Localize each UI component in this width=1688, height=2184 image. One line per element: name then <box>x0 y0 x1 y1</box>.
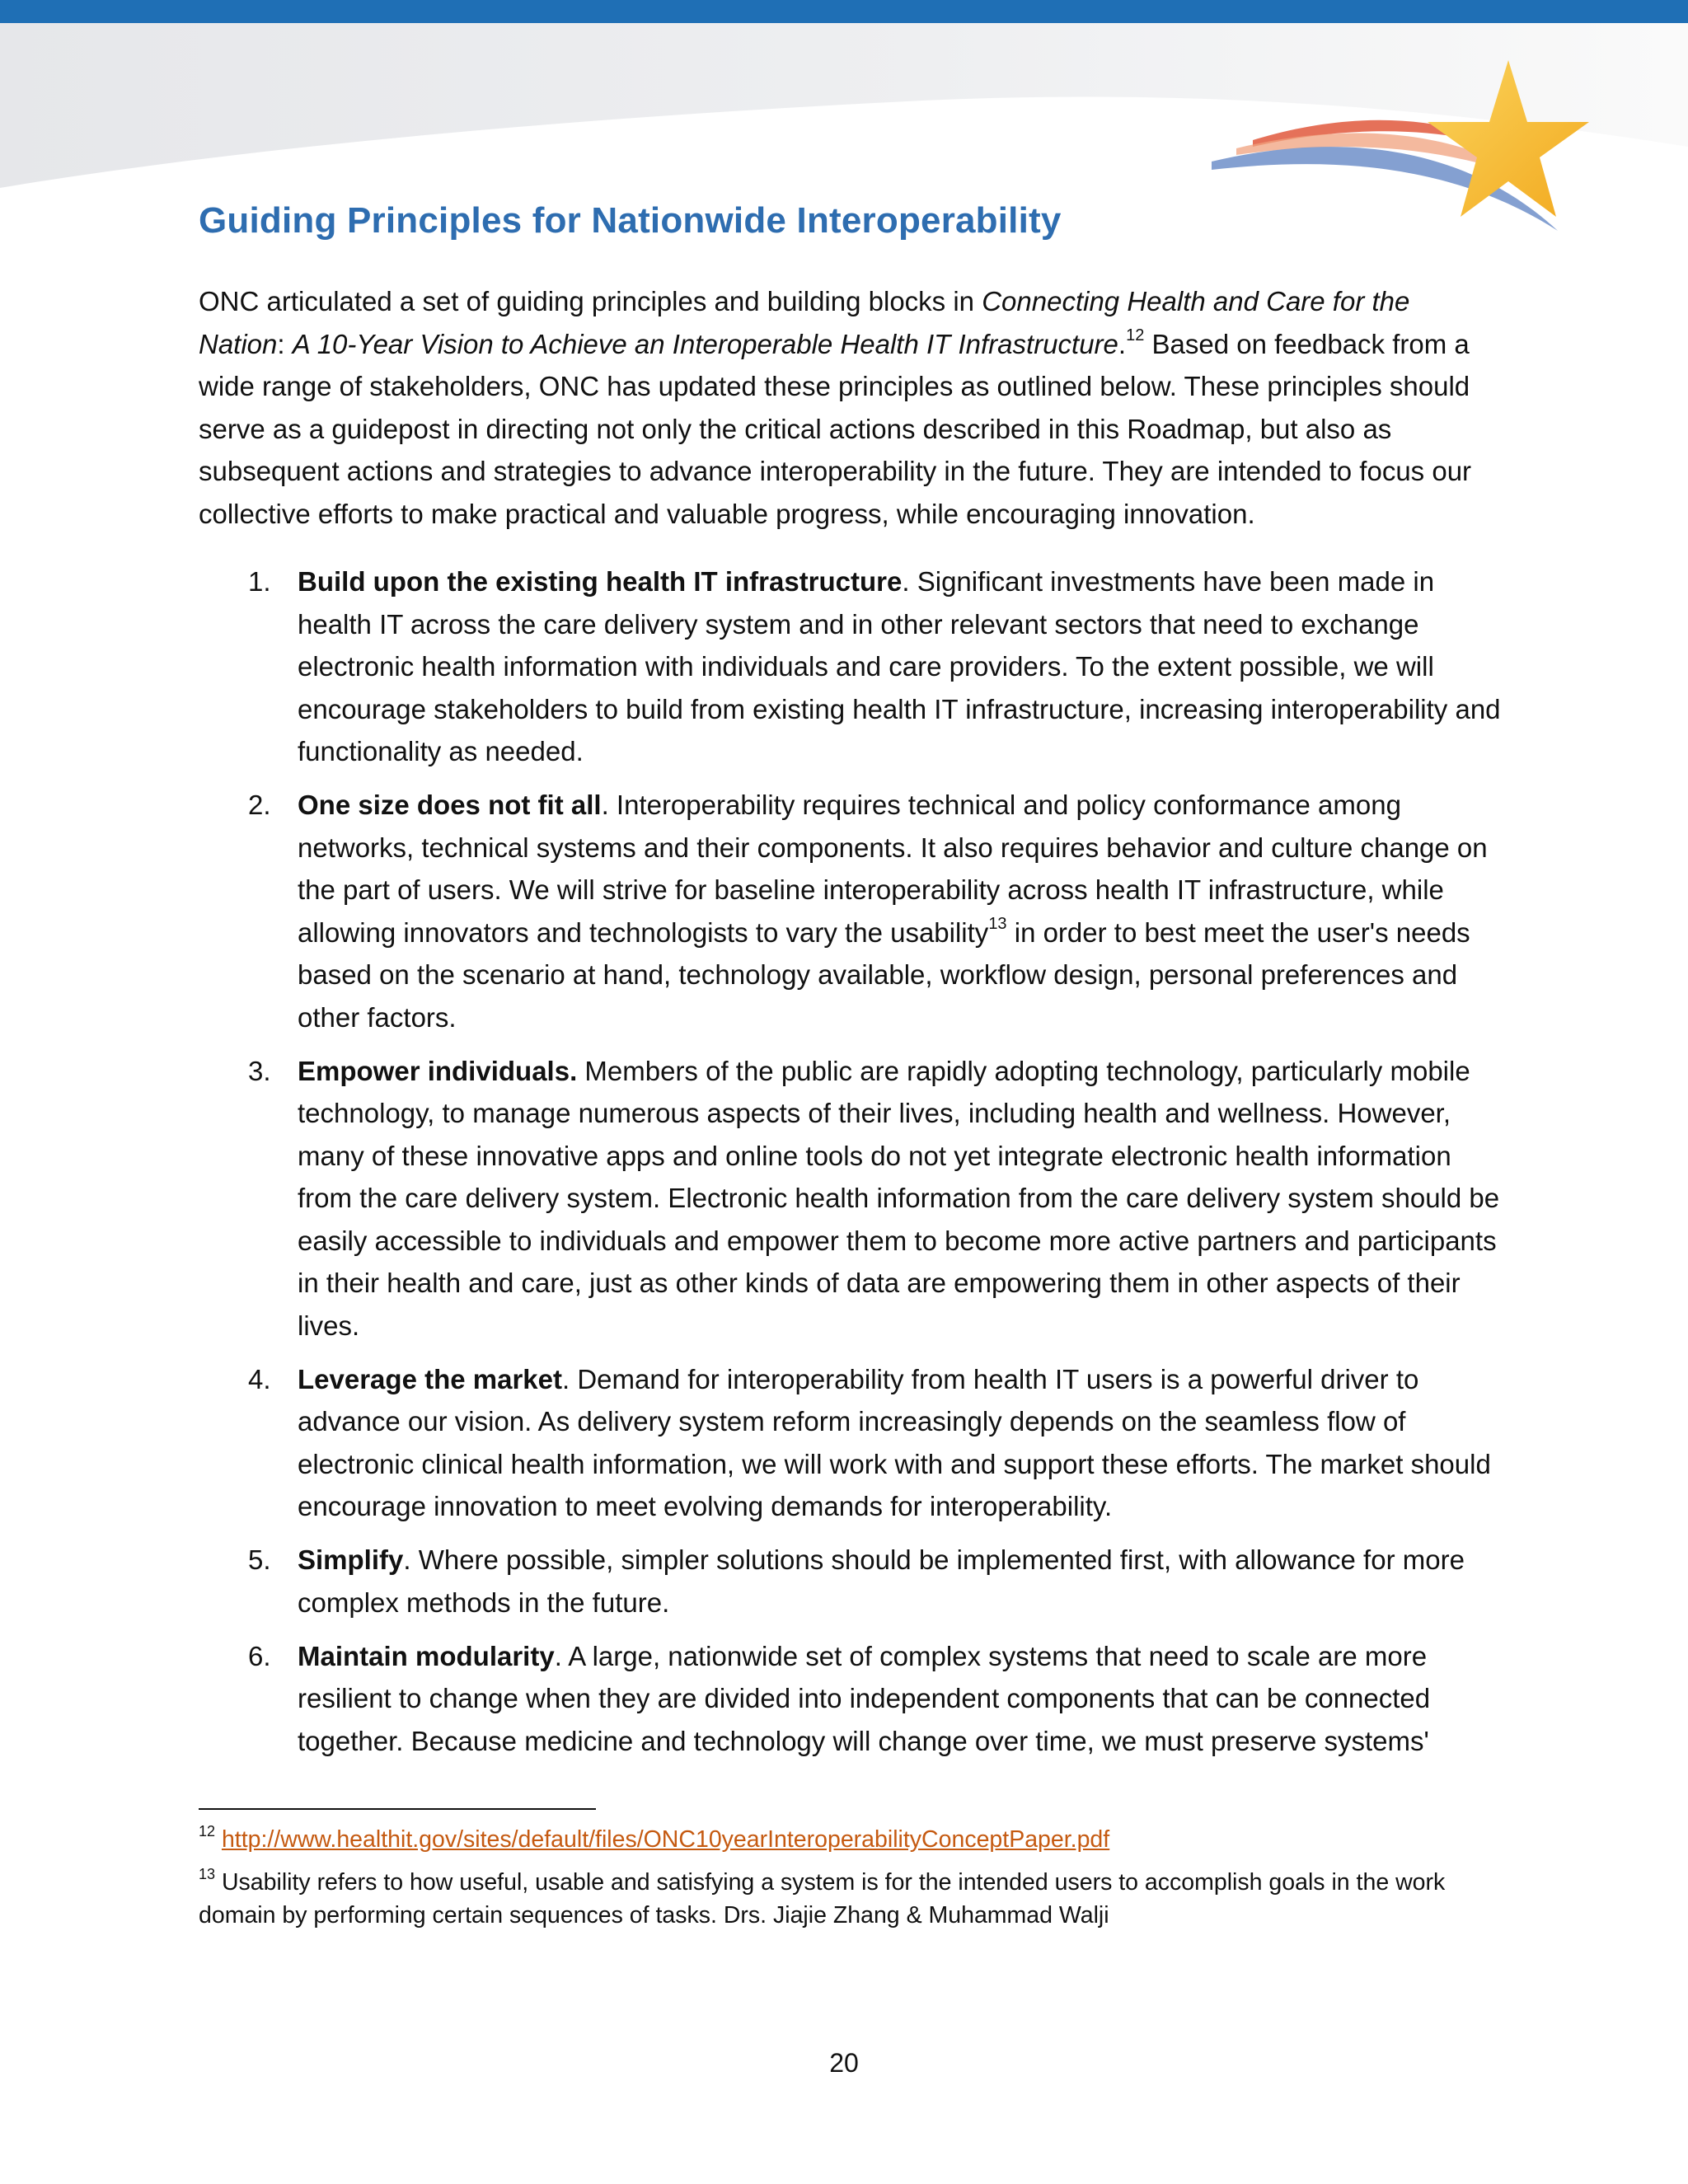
principle-item <box>199 560 1501 773</box>
principle-number: 3. <box>248 1055 271 1086</box>
page-number: 20 <box>829 2048 859 2078</box>
principles-list <box>199 560 1501 1774</box>
footnote-number: 13 <box>199 1865 216 1882</box>
principle-item <box>199 784 1501 1038</box>
principle-text-continued: in order to best meet the user's needs based on the scenario at hand, technology available, workflow design, personal preferences and other factors. <box>298 916 1470 1033</box>
intro-text: ONC articulated a set of guiding principles and building blocks in <box>199 286 982 316</box>
principle-text: Members of the public are rapidly adopting technology, particularly mobile technology, to manage numerous aspects of their lives, including health and wellness. However, many of these innovative apps and online tools do not yet integrate electronic health information from the care delivery system. Electronic health information from the care delivery system should be easily accessible to individuals and empower them to become more active partners and participants in their health and care, just as other kinds of data are empowering them in other aspects of their lives. <box>298 1055 1500 1341</box>
intro-colon: : <box>277 328 293 359</box>
footnote-number: 12 <box>199 1822 216 1840</box>
footnote-link[interactable]: http://www.healthit.gov/sites/default/files/ONC10yearInteroperabilityConceptPaper.pdf <box>221 1826 1110 1853</box>
intro-text-continued: Based on feedback from a wide range of stakeholders, ONC has updated these principles as outlined below. These principles should serve as a guidepost in directing not only the critical actions described in this Roadmap, but also as subsequent actions and strategies to advance interoperability in the future. They are intended to focus our collective efforts to make practical and valuable progress, while encouraging innovation. <box>199 328 1472 529</box>
principle-item <box>199 1358 1501 1528</box>
footnote-12 <box>199 1823 1501 1856</box>
principle-heading: Build upon the existing health IT infrastructure <box>298 566 903 597</box>
principle-number: 4. <box>248 1363 271 1394</box>
principle-heading: Leverage the market <box>298 1363 562 1394</box>
footnotes <box>199 1823 1501 1942</box>
footnote-ref-12[interactable]: 12 <box>1126 326 1145 344</box>
intro-paragraph <box>199 280 1501 535</box>
footnote-separator <box>199 1808 596 1810</box>
footnote-13 <box>199 1866 1501 1932</box>
principle-number: 5. <box>248 1544 271 1575</box>
principle-text: . Significant investments have been made in health IT across the care delivery system and in other relevant sectors that need to exchange electronic health information with individuals and care providers. To the extent possible, we will encourage stakeholders to build from existing health IT infrastructure, increasing interoperability and functionality as needed. <box>298 566 1501 766</box>
principle-item <box>199 1050 1501 1347</box>
principle-number: 1. <box>248 566 271 597</box>
principle-heading: One size does not fit all <box>298 790 602 820</box>
principle-item <box>199 1635 1501 1763</box>
top-banner-bar <box>0 0 1688 23</box>
report-title-part-1: Connecting Health and Care for the Nation <box>199 286 1410 359</box>
intro-period: . <box>1118 328 1127 359</box>
principle-heading: Empower individuals. <box>298 1055 578 1086</box>
page-title: Guiding Principles for Nationwide Interoperability <box>199 200 1062 241</box>
principle-text: . A large, nationwide set of complex systems that need to scale are more resilient to change when they are divided into independent components that can be connected together. Because medicine and technology will change over time, we must preserve systems' <box>298 1640 1431 1756</box>
principle-heading: Maintain modularity <box>298 1640 555 1671</box>
principle-heading: Simplify <box>298 1544 404 1575</box>
principle-number: 6. <box>248 1640 271 1671</box>
footnote-text: Usability refers to how useful, usable and satisfying a system is for the intended users to accomplish goals in the work domain by performing certain sequences of tasks. Drs. Jiajie Zhang & Muhammad Walji <box>199 1869 1446 1929</box>
footnote-ref-13[interactable]: 13 <box>988 914 1007 933</box>
principle-text: . Where possible, simpler solutions should be implemented first, with allowance for more complex methods in the future. <box>298 1544 1465 1618</box>
principle-number: 2. <box>248 790 271 820</box>
report-title-part-2: A 10-Year Vision to Achieve an Interoperable Health IT Infrastructure <box>292 328 1118 359</box>
principle-item <box>199 1539 1501 1624</box>
principle-text: . Demand for interoperability from health IT users is a powerful driver to advance our vision. As delivery system reform increasingly depends on the seamless flow of electronic clinical health information, we will work with and support these efforts. The market should encourage innovation to meet evolving demands for interoperability. <box>298 1363 1491 1521</box>
principle-text: . Interoperability requires technical and policy conformance among networks, technical systems and their components. It also requires behavior and culture change on the part of users. We will strive for baseline interoperability across health IT infrastructure, while allowing innovators and technologists to vary the usability <box>298 790 1488 948</box>
